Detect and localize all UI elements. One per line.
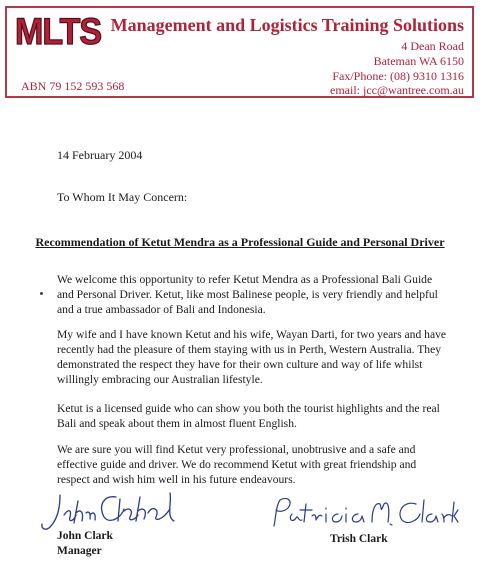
abn-number: ABN 79 152 593 568	[21, 79, 125, 93]
phone-fax: Fax/Phone: (08) 9310 1316	[332, 69, 464, 83]
stray-ink-dot	[40, 292, 43, 295]
john-clark-signature	[38, 487, 188, 533]
patricia-clark-signature	[268, 494, 460, 532]
letter-subject: Recommendation of Ketut Mendra as a Professional Guide and Personal Driver	[35, 235, 445, 249]
company-name: Management and Logistics Training Solutions	[110, 15, 464, 35]
right-signer-name: Trish Clark	[330, 533, 388, 545]
paragraph-closing: We are sure you will find Ketut very professional, unobtrusive and a safe and effective guide and driver. We do recommend Ketut with great friendship and respect and wish him well in his future endeavours.	[57, 443, 417, 486]
email: email: jcc@wantree.com.au	[330, 83, 464, 97]
paragraph-licensed-guide: Ketut is a licensed guide who can show you both the tourist highlights and the real Bali and speak about them in almost fluent English.	[57, 402, 440, 430]
salutation: To Whom It May Concern:	[57, 190, 188, 204]
paragraph-intro: We welcome this opportunity to refer Ketut Mendra as a Professional Bali Guide and Personal Driver. Ketut, like most Balinese people, is very friendly and helpful and a true ambassador of Bali and Indonesia.	[57, 273, 438, 316]
letter-date: 14 February 2004	[57, 148, 143, 162]
left-signer-title: Manager	[57, 545, 102, 557]
address-line-2: Bateman WA 6150	[373, 54, 464, 68]
address-line-1: 4 Dean Road	[401, 39, 464, 53]
left-signer-name: John Clark	[57, 530, 113, 542]
letterhead	[5, 6, 474, 98]
paragraph-acquaintance: My wife and I have known Ketut and his wife, Wayan Darti, for two years and have recently had the pleasure of them staying with us in Perth, Western Australia. They demonstrated the respect they have for their own culture and way of life whilst willingly embracing our Australian lifestyle.	[57, 328, 447, 386]
company-logo: MLTS	[15, 11, 102, 53]
